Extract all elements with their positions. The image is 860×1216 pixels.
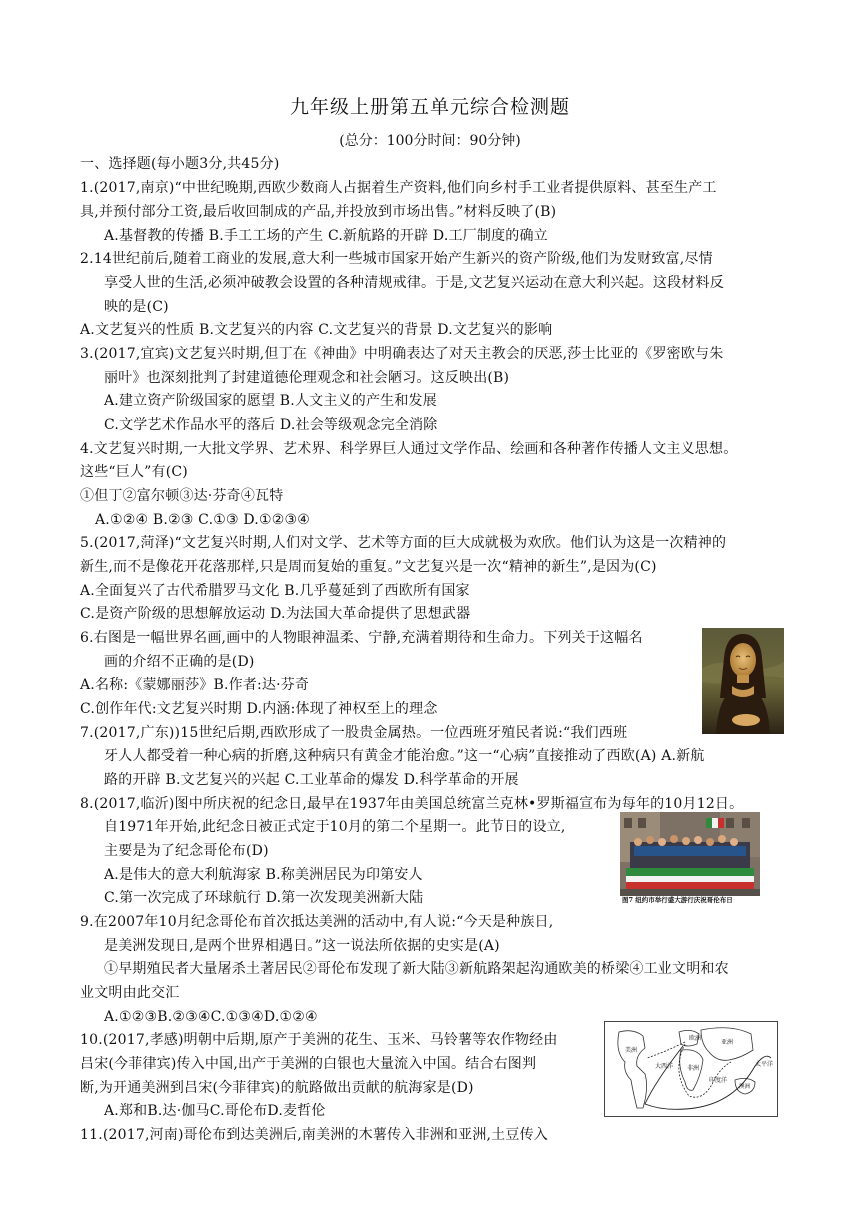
q4-line-2: 这些“巨人”有(C) bbox=[80, 464, 188, 480]
q3-options-2: C.文学艺术作品水平的落后 D.社会等级观念完全消除 bbox=[104, 417, 438, 433]
q10-line-1: 10.(2017,孝感)明朝中后期,原产于美洲的花生、玉米、马铃薯等农作物经由 bbox=[80, 1032, 558, 1048]
q5-options-1: A.全面复兴了古代希腊罗马文化 B.几乎蔓延到了西欧所有国家 bbox=[80, 583, 470, 599]
map-label-atlantic: 大西洋 bbox=[655, 1063, 674, 1070]
q5-line-2: 新生,而不是像花开花落那样,只是周而复始的重复。”文艺复兴是一次“精神的新生”,是因为(C) bbox=[80, 559, 657, 575]
q1-options: A.基督教的传播 B.手工工场的产生 C.新航路的开辟 D.工厂制度的确立 bbox=[104, 228, 548, 244]
q6-options-1: A.名称:《蒙娜丽莎》B.作者:达·芬奇 bbox=[80, 677, 310, 693]
q2-line-1: 2.14世纪前后,随着工商业的发展,意大利一些城市国家开始产生新兴的资产阶级,他们为发财致富,尽情 bbox=[80, 251, 713, 267]
section-heading: 一、选择题(每小题3分,共45分) bbox=[80, 156, 280, 172]
q3-options-1: A.建立资产阶级国家的愿望 B.人文主义的产生和发展 bbox=[104, 393, 437, 409]
q1-line-2: 具,并预付部分工资,最后收回制成的产品,并投放到市场出售。”材料反映了(B) bbox=[80, 204, 557, 220]
q1-line-1: 1.(2017,南京)“中世纪晚期,西欧少数商人占据着生产资料,他们向乡村手工业者提供原料、甚至生产工 bbox=[80, 180, 717, 196]
map-label-pacific: 太平洋 bbox=[755, 1061, 774, 1068]
q5-line-1: 5.(2017,菏泽)“文艺复兴时期,人们对文学、艺术等方面的巨大成就极为欢欣。他们认为这是一次精神的 bbox=[80, 535, 727, 551]
q6-line-1: 6.右图是一幅世界名画,画中的人物眼神温柔、宁静,充满着期待和生命力。下列关于这幅名 bbox=[80, 630, 643, 646]
q11-line-1: 11.(2017,河南)哥伦布到达美洲后,南美洲的木薯传入非洲和亚洲,土豆传入 bbox=[80, 1127, 548, 1143]
q8-options-1: A.是伟大的意大利航海家 B.称美洲居民为印第安人 bbox=[104, 867, 423, 883]
map-label-america: 美洲 bbox=[625, 1047, 638, 1054]
q7-line-2: 牙人人都受着一种心病的折磨,这种病只有黄金才能治愈。”这一“心病”直接推动了西欧(A) A.新航 bbox=[104, 748, 705, 764]
q3-line-1: 3.(2017,宜宾)文艺复兴时期,但丁在《神曲》中明确表达了对天主教会的厌恶,莎士比亚的《罗密欧与朱 bbox=[80, 346, 724, 362]
q8-line-1: 8.(2017,临沂)图中所庆祝的纪念日,最早在1937年由美国总统富兰克林•罗斯福宣布为每年的10月12日。 bbox=[80, 796, 744, 812]
q7-line-3: 路的开辟 B.文艺复兴的兴起 C.工业革命的爆发 D.科学革命的开展 bbox=[104, 772, 519, 788]
map-label-asia: 亚洲 bbox=[721, 1039, 734, 1046]
q4-line-1: 4.文艺复兴时期,一大批文学界、艺术界、科学界巨人通过文学作品、绘画和各种著作传播人文主义思想。 bbox=[80, 441, 738, 457]
q4-options: A.①②④ B.②③ C.①③ D.①②③④ bbox=[95, 512, 310, 528]
q2-options: A.文艺复兴的性质 B.文艺复兴的内容 C.文艺复兴的背景 D.文艺复兴的影响 bbox=[80, 322, 553, 338]
map-label-australia: 澳洲 bbox=[739, 1084, 751, 1090]
q10-line-3: 断,为开通美洲到吕宋(今菲律宾)的航路做出贡献的航海家是(D) bbox=[80, 1080, 474, 1096]
q4-items: ①但丁②富尔顿③达·芬奇④瓦特 bbox=[80, 488, 284, 504]
q3-line-2: 丽叶》也深刻批判了封建道德伦理观念和社会陋习。这反映出(B) bbox=[104, 370, 510, 386]
map-label-africa: 非洲 bbox=[687, 1065, 700, 1072]
q8-options-2: C.第一次完成了环球航行 D.第一次发现美洲新大陆 bbox=[104, 890, 424, 906]
q8-line-3: 主要是为了纪念哥伦布(D) bbox=[104, 843, 269, 859]
q2-line-3: 映的是(C) bbox=[104, 299, 169, 315]
q9-options: A.①②③B.②③④C.①③④D.①②④ bbox=[104, 1009, 318, 1025]
page-subtitle: (总分：100分时间：90分钟) bbox=[339, 133, 521, 149]
q7-line-1: 7.(2017,广东))15世纪后期,西欧形成了一股贵金属热。一位西班牙殖民者说:“我们西班 bbox=[80, 725, 628, 741]
parade-caption: 图7 纽约市举行盛大游行庆祝哥伦布日 bbox=[622, 896, 733, 904]
q10-line-2: 吕宋(今菲律宾)传入中国,出产于美洲的白银也大量流入中国。结合右图判 bbox=[80, 1056, 537, 1072]
q9-line-1: 9.在2007年10月纪念哥伦布首次抵达美洲的活动中,有人说:“今天是种族日, bbox=[80, 914, 554, 930]
world-map-image bbox=[604, 1021, 778, 1117]
page-title: 九年级上册第五单元综合检测题 bbox=[289, 96, 570, 118]
q9-line-2: 是美洲发现日,是两个世界相遇日。”这一说法所依据的史实是(A) bbox=[104, 938, 500, 954]
map-label-indian: 印度洋 bbox=[709, 1077, 728, 1084]
q6-line-2: 画的介绍不正确的是(D) bbox=[104, 654, 255, 670]
q6-options-2: C.创作年代:文艺复兴时期 D.内涵:体现了神权至上的理念 bbox=[80, 701, 438, 717]
parade-photo bbox=[620, 812, 760, 896]
q5-options-2: C.是资产阶级的思想解放运动 D.为法国大革命提供了思想武器 bbox=[80, 606, 471, 622]
mona-lisa-image bbox=[702, 628, 784, 734]
q2-line-2: 享受人世的生活,必须冲破教会设置的各种清规戒律。于是,文艺复兴运动在意大利兴起。这段材料反 bbox=[104, 275, 724, 291]
q8-line-2: 自1971年开始,此纪念日被正式定于10月的第二个星期一。此节日的设立, bbox=[104, 819, 566, 835]
q9-line-4: 业文明由此交汇 bbox=[80, 985, 180, 1001]
q9-line-3: ①早期殖民者大量屠杀土著居民②哥伦布发现了新大陆③新航路架起沟通欧美的桥梁④工业文明和农 bbox=[104, 961, 729, 977]
map-label-europe: 欧洲 bbox=[689, 1035, 702, 1042]
q10-options: A.郑和B.达·伽马C.哥伦布D.麦哲伦 bbox=[104, 1103, 326, 1119]
